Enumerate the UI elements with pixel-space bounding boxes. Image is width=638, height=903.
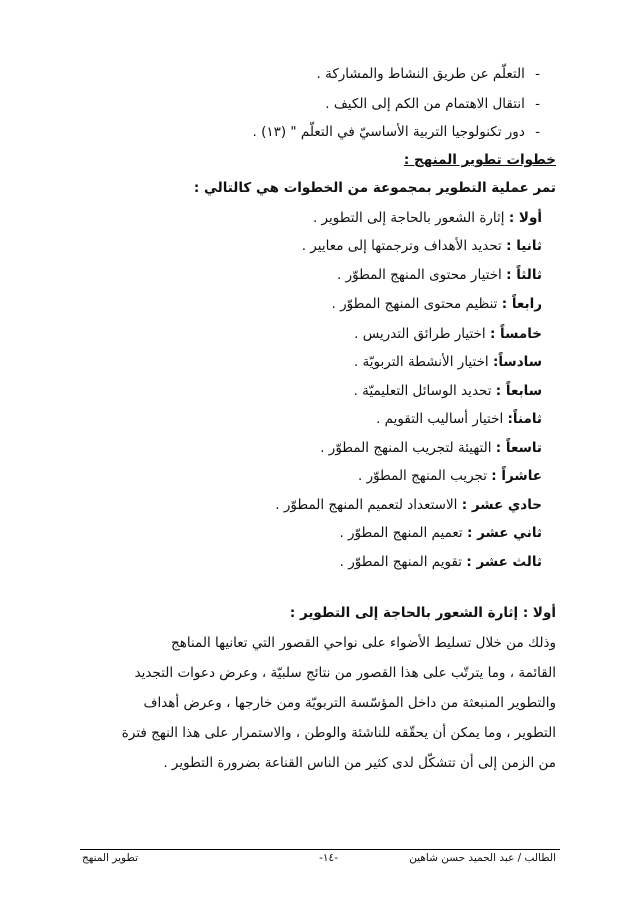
- footer-subject: تطوير المنهج: [82, 852, 138, 864]
- step-number: أولا :: [508, 210, 542, 226]
- paragraph-line: والتطوير المنبعثة من داخل المؤسّسة التربويّة ومن خارجها ، وعرض أهداف: [143, 695, 556, 711]
- step-text: تقويم المنهج المطوّر .: [339, 554, 463, 570]
- bullet-marker: -: [535, 124, 540, 140]
- step-text: تحديد الوسائل التعليميّة .: [353, 383, 492, 399]
- paragraph-line: القائمة ، وما يترتّب على هذا القصور من نتائج سلبيّة ، وعرض دعوات التجديد: [134, 665, 556, 681]
- step-number: ثالثاً :: [506, 267, 542, 283]
- bullet-item: [0, 122, 540, 142]
- step-item: [0, 495, 542, 515]
- step-item: [0, 381, 542, 401]
- paragraph-line: التطوير ، وما يمكن أن يحقّقه للناشئة والوطن ، والاستمرار على هذا النهج فترة: [121, 725, 556, 741]
- step-number: حادي عشر :: [461, 497, 542, 513]
- bullet-text: دور تكنولوجيا التربية الأساسيّ في التعلّم " (١٣) .: [252, 124, 525, 140]
- step-text: تنظيم محتوى المنهج المطوّر .: [331, 296, 498, 312]
- step-number: ثامناً:: [507, 411, 542, 427]
- footer-author: الطالب / عبد الحميد حسن شاهين: [409, 852, 556, 864]
- step-text: اختيار الأنشطة التربويّة .: [353, 354, 489, 370]
- step-number: ثاني عشر :: [466, 525, 542, 541]
- paragraph-line: من الزمن إلى أن تتشكّل لدى كثير من الناس القناعة بضرورة التطوير .: [163, 755, 556, 771]
- step-item: [0, 352, 542, 372]
- body-paragraph: [82, 628, 556, 778]
- step-item: [0, 523, 542, 543]
- step-number: ثانيا :: [506, 238, 542, 254]
- step-number: سابعاً :: [495, 383, 542, 399]
- step-text: التهيئة لتجريب المنهج المطوّر .: [320, 440, 492, 456]
- step-item: [0, 324, 542, 344]
- bullet-item: [0, 94, 540, 114]
- step-item: [0, 208, 542, 228]
- step-text: اختيار أساليب التقويم .: [376, 411, 504, 427]
- step-text: اختيار محتوى المنهج المطوّر .: [337, 267, 502, 283]
- step-text: اختيار طرائق التدريس .: [354, 326, 486, 342]
- paragraph-line: وذلك من خلال تسليط الأضواء على نواحي القصور التي تعانيها المناهج: [171, 635, 556, 651]
- step-number: رابعاً :: [501, 296, 542, 312]
- section-heading: خطوات تطوير المنهج :: [403, 152, 556, 168]
- step-item: [0, 236, 542, 256]
- intro-line: تمر عملية التطوير بمجموعة من الخطوات هي كالتالي :: [193, 180, 556, 196]
- footer-page-number: -١٤-: [319, 852, 338, 864]
- step-text: الاستعداد لتعميم المنهج المطوّر .: [275, 497, 458, 513]
- step-number: سادساً:: [492, 354, 542, 370]
- step-text: تجريب المنهج المطوّر .: [357, 468, 487, 484]
- footer-divider: [80, 849, 560, 850]
- step-number: عاشراً :: [491, 468, 542, 484]
- step-number: ثالث عشر :: [466, 554, 542, 570]
- step-item: [0, 265, 542, 285]
- bullet-marker: -: [535, 66, 540, 82]
- step-number: تاسعاً :: [495, 440, 542, 456]
- bullet-text: التعلّم عن طريق النشاط والمشاركة .: [316, 66, 525, 82]
- bullet-marker: -: [535, 96, 540, 112]
- bullet-text: انتقال الاهتمام من الكم إلى الكيف .: [325, 96, 525, 112]
- step-text: تحديد الأهداف وترجمتها إلى معايير .: [301, 238, 502, 254]
- subheading: أولا : إثارة الشعور بالحاجة إلى التطوير :: [289, 605, 556, 621]
- step-item: [0, 409, 542, 429]
- step-text: إثارة الشعور بالحاجة إلى التطوير .: [312, 210, 505, 226]
- step-item: [0, 552, 542, 572]
- bullet-item: [0, 64, 540, 84]
- step-item: [0, 438, 542, 458]
- step-item: [0, 294, 542, 314]
- step-text: تعميم المنهج المطوّر .: [339, 525, 463, 541]
- step-number: خامساً :: [489, 326, 542, 342]
- step-item: [0, 466, 542, 486]
